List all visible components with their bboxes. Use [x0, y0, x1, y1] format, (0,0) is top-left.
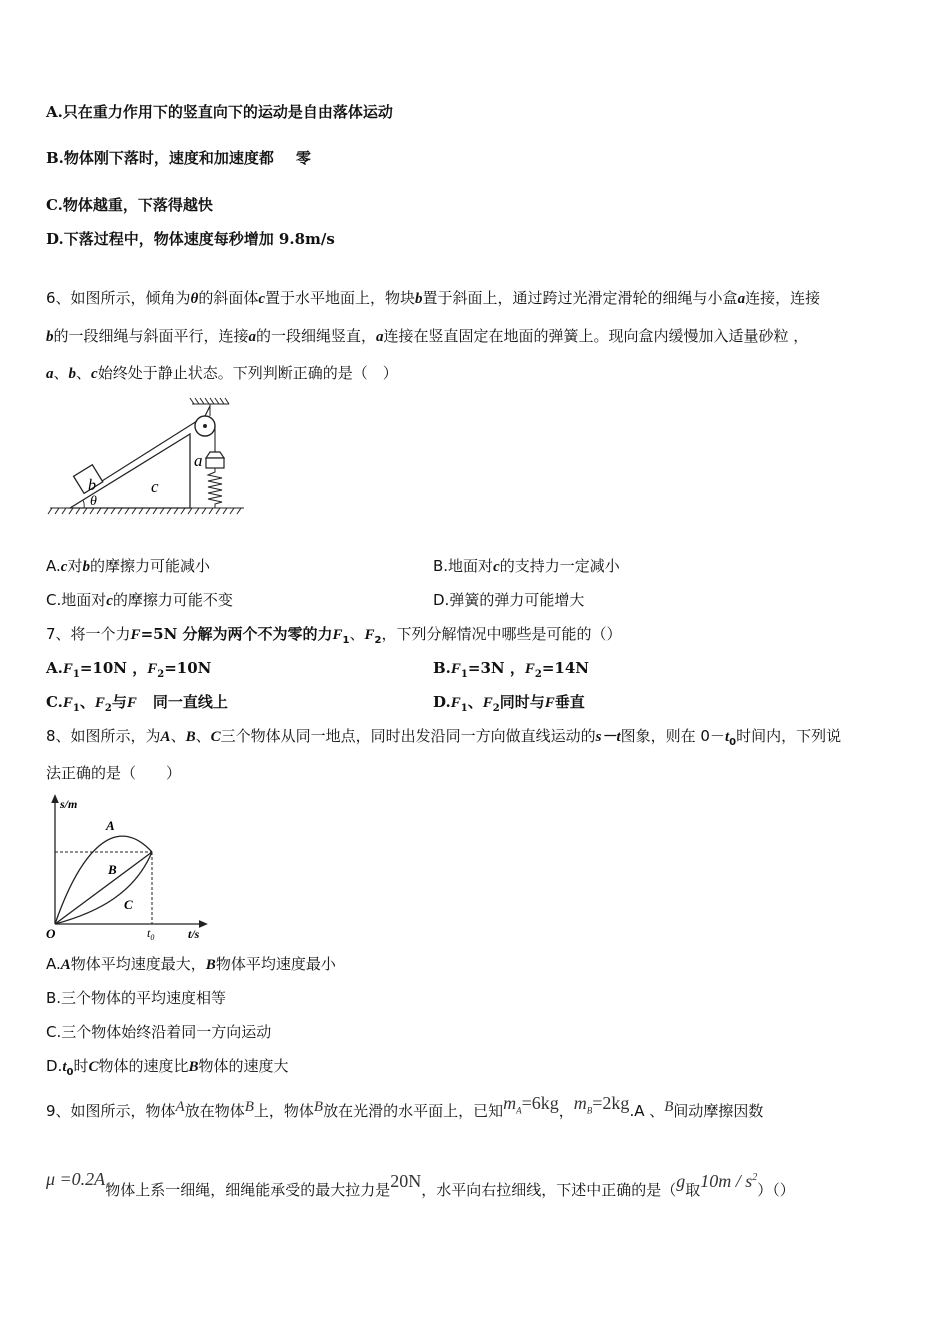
q6-opt-text: C.地面对 — [46, 591, 107, 609]
q8-text: 、 — [195, 727, 211, 745]
label-c: c — [151, 477, 159, 496]
q8-option-a — [46, 954, 336, 975]
q7-var-f1: F — [450, 661, 461, 677]
q7-var-f: F — [126, 695, 137, 711]
q6-text: 始终处于静止状态。下列判断正确的是（ ） — [97, 364, 398, 382]
q7-opt-text: =14N — [541, 659, 589, 677]
q6-opt-text: 的摩擦力可能不变 — [112, 591, 233, 609]
q8-text: 三个物体从同一地点，同时出发沿同一方向做直线运动的 — [220, 727, 596, 745]
label-theta: θ — [90, 494, 97, 509]
q6-text: 连接，连接 — [745, 289, 821, 307]
q7-opt-text: 同时与 — [499, 693, 545, 711]
q7-var-f: F — [130, 627, 141, 643]
q8-var-b: B — [188, 1059, 199, 1075]
q7-var-f1: F — [62, 695, 73, 711]
q7-opt-text: D. — [433, 693, 451, 711]
q5-option-c: C.物体越重，下落得越快 — [46, 196, 213, 214]
q6-stem-line3 — [46, 363, 398, 384]
q8-text: 8、如图所示，为 — [46, 727, 161, 745]
q6-var-c: c — [60, 559, 68, 575]
q7-var-f1: F — [62, 661, 73, 677]
q6-text: 连接在竖直固定在地面的弹簧上。现向盒内缓慢加入适量砂粒 ， — [383, 327, 809, 345]
q8-var-st: s－t — [595, 729, 621, 745]
q8-stem-line2: 法正确的是（ ） — [46, 764, 182, 782]
q6-var-b: b — [82, 559, 90, 575]
q9-text: 取 — [685, 1181, 701, 1199]
q7-sub: 2 — [104, 703, 112, 714]
q8-opt-text: D. — [46, 1057, 63, 1075]
q9-m: m — [503, 1093, 517, 1113]
q8-opt-text: 物体的速度比 — [98, 1057, 189, 1075]
q9-stem-line1 — [46, 1093, 764, 1128]
q9-sub: A — [516, 1105, 522, 1116]
q8-opt-text: 物体的速度大 — [198, 1057, 289, 1075]
q9-var-b: B — [244, 1099, 254, 1115]
q8-opt-text: A. — [46, 955, 61, 973]
q7-stem — [46, 624, 622, 651]
y-axis-label: s/m — [60, 797, 78, 811]
q7-var-f2: F — [147, 661, 158, 677]
q6-text: 的一段细绳与斜面平行，连接 — [53, 327, 249, 345]
q8-var-t0: t — [62, 1059, 67, 1075]
x-axis-label: t/s — [188, 927, 200, 941]
q8-var-c: C — [210, 729, 221, 745]
q6-text: 的一段细绳竖直， — [256, 327, 377, 345]
q8-var-c: C — [88, 1059, 99, 1075]
q9-m: m — [573, 1093, 587, 1113]
q6-var-a: a — [376, 329, 384, 345]
q7-option-b — [433, 658, 589, 685]
q9-sub: B — [586, 1105, 593, 1116]
q8-stem-line1 — [46, 726, 841, 753]
q6-opt-text: B.地面对 — [433, 557, 494, 575]
q8-var-b: B — [205, 957, 216, 973]
q7-var-f2: F — [524, 661, 535, 677]
ground-surface — [48, 508, 244, 514]
q9-text: ， — [558, 1102, 574, 1120]
q7-sub: 1 — [460, 703, 468, 714]
q6-text: 、 — [76, 364, 92, 382]
q7-sub: 1 — [72, 669, 80, 680]
q9-text: 物体上系一细绳，细绳能承受的最大拉力是 — [105, 1181, 391, 1199]
curve-a-label: A — [106, 818, 115, 833]
q5-option-b-text: B.物体刚下落时，速度和加速度都 — [46, 149, 274, 167]
q8-var-b: B — [185, 729, 196, 745]
q9-mass-b — [573, 1093, 630, 1116]
angle-arc — [83, 500, 84, 508]
q6-var-c: c — [493, 559, 500, 575]
q6-text: 置于水平地面上，物块 — [265, 289, 416, 307]
q8-option-b: B.三个物体的平均速度相等 — [46, 989, 227, 1007]
q9-var-a: A — [175, 1099, 185, 1115]
q6-opt-text: 对 — [67, 557, 83, 575]
q9-text: ，水平向右拉细线，下述中正确的是（ — [421, 1181, 677, 1199]
q7-sub: 2 — [157, 669, 165, 680]
curve-a — [55, 836, 152, 924]
q7-opt-text: A. — [46, 659, 63, 677]
q6-var-c: c — [106, 593, 113, 609]
q6-text: 、 — [53, 364, 69, 382]
q9-force: 20N — [390, 1171, 422, 1191]
label-b: b — [88, 477, 96, 494]
q7-text: ，下列分解情况中哪些是可能的（） — [381, 625, 622, 643]
q8-opt-text: 物体平均速度最小 — [215, 955, 336, 973]
q8-option-d — [46, 1056, 289, 1083]
q6-var-c: c — [258, 291, 266, 307]
q7-opt-text: 与 — [111, 693, 127, 711]
q9-mu: μ =0.2A — [46, 1169, 106, 1189]
rope-incline — [102, 421, 197, 481]
q9-mass-a — [503, 1093, 559, 1116]
q7-text: 、 — [349, 625, 365, 643]
spring — [208, 468, 222, 508]
q6-stem-line1 — [46, 288, 820, 309]
q8-sub: 0 — [66, 1067, 74, 1078]
pulley-axle — [203, 424, 207, 428]
q7-opt-text: =3N ， — [467, 659, 525, 677]
q7-sub: 1 — [72, 703, 80, 714]
q8-option-c: C.三个物体始终沿着同一方向运动 — [46, 1023, 272, 1041]
q7-option-a — [46, 658, 211, 685]
q8-opt-text: 时 — [73, 1057, 89, 1075]
q6-var-a: a — [737, 291, 746, 307]
q9-val: =2kg — [592, 1093, 630, 1113]
q7-option-d — [433, 692, 585, 719]
q7-opt-text: 、 — [79, 693, 95, 711]
q9-g-value — [700, 1171, 757, 1191]
q7-opt-text: 垂直 — [554, 693, 585, 711]
q7-opt-text: 、 — [467, 693, 483, 711]
q6-text: 的斜面体 — [198, 289, 259, 307]
q6-option-a — [46, 556, 210, 577]
curve-b-label: B — [108, 862, 117, 877]
q7-opt-text: =10N — [164, 659, 212, 677]
q7-var-f1: F — [450, 695, 461, 711]
box-a — [206, 452, 224, 458]
q5-option-d: D.下落过程中，物体速度每秒增加 9.8m/s — [46, 230, 335, 248]
q7-sub: 1 — [460, 669, 468, 680]
q6-opt-text: A. — [46, 557, 61, 575]
q8-st-graph — [40, 792, 220, 944]
t0-label: $t_0$ — [147, 926, 155, 942]
q9-text: 9、如图所示，物体 — [46, 1102, 176, 1120]
q7-text: =5N 分解为两个不为零的力 — [140, 625, 333, 643]
q5-option-b — [46, 148, 311, 168]
q6-var-c: c — [91, 366, 98, 382]
q7-var-f1: F — [332, 627, 343, 643]
q9-text: 放在光滑的水平面上，已知 — [323, 1102, 504, 1120]
q9-var-b: B — [664, 1099, 674, 1115]
q7-sub: 2 — [534, 669, 542, 680]
q9-g: g — [676, 1171, 686, 1191]
q9-var-b: B — [313, 1099, 324, 1115]
q9-val: =6kg — [521, 1093, 559, 1113]
q6-var-b: b — [46, 329, 54, 345]
q7-var-f2: F — [94, 695, 105, 711]
q8-text: 图象，则在 0－ — [620, 727, 725, 745]
q6-option-b — [433, 556, 620, 577]
q7-opt-text: B. — [433, 659, 451, 677]
q6-opt-text: 的摩擦力可能减小 — [89, 557, 210, 575]
q6-var-b: b — [68, 366, 77, 382]
q6-text: 置于斜面上，通过跨过光滑定滑轮的细绳与小盒 — [422, 289, 738, 307]
q6-stem-line2 — [46, 326, 808, 347]
q9-stem-line2 — [46, 1169, 795, 1200]
q9-gval: 10m / s — [700, 1171, 753, 1191]
q7-sub: 1 — [342, 635, 350, 646]
q6-var-a: a — [248, 329, 257, 345]
q9-text: ）（） — [757, 1181, 795, 1199]
q5-option-b-end: 零 — [295, 149, 311, 167]
q6-var-a: a — [46, 366, 54, 382]
q8-opt-text: 物体平均速度最大， — [70, 955, 206, 973]
q8-text: 、 — [170, 727, 186, 745]
q8-var-a: A — [60, 957, 71, 973]
q7-opt-text: C. — [46, 693, 63, 711]
q6-text: 6、如图所示，倾角为 — [46, 289, 191, 307]
label-a: a — [194, 451, 203, 470]
q6-theta: θ — [190, 291, 199, 307]
q7-var-f2: F — [364, 627, 375, 643]
q9-text: 间动摩擦因数 — [673, 1102, 764, 1120]
q6-opt-text: 的支持力一定减小 — [499, 557, 620, 575]
q8-text: 时间内，下列说 — [736, 727, 842, 745]
q7-sub: 2 — [374, 635, 382, 646]
q7-opt-text: 同一直线上 — [152, 693, 228, 711]
q7-option-c — [46, 692, 228, 719]
q5-option-a: A.只在重力作用下的竖直向下的运动是自由落体运动 — [46, 103, 393, 121]
pulley-support — [205, 406, 210, 416]
q7-opt-text: =10N ， — [79, 659, 148, 677]
curve-c-label: C — [124, 897, 133, 912]
q6-option-d: D.弹簧的弹力可能增大 — [433, 591, 585, 609]
q8-sub: 0 — [729, 737, 737, 748]
q7-var-f: F — [544, 695, 555, 711]
q9-sup: 2 — [752, 1172, 758, 1183]
q8-var-t0: t — [724, 729, 730, 745]
box-a-body — [206, 458, 224, 468]
q6-incline-figure — [44, 394, 249, 524]
q9-text: 上，物体 — [253, 1102, 314, 1120]
q7-var-f2: F — [482, 695, 493, 711]
q6-option-c — [46, 590, 233, 611]
q9-text: 放在物体 — [184, 1102, 245, 1120]
q9-text: .A 、 — [629, 1102, 665, 1120]
q7-sub: 2 — [492, 703, 500, 714]
q6-var-b: b — [415, 291, 423, 307]
origin-label: O — [46, 926, 56, 941]
q8-var-a: A — [160, 729, 171, 745]
q7-text: 7、将一个力 — [46, 625, 131, 643]
